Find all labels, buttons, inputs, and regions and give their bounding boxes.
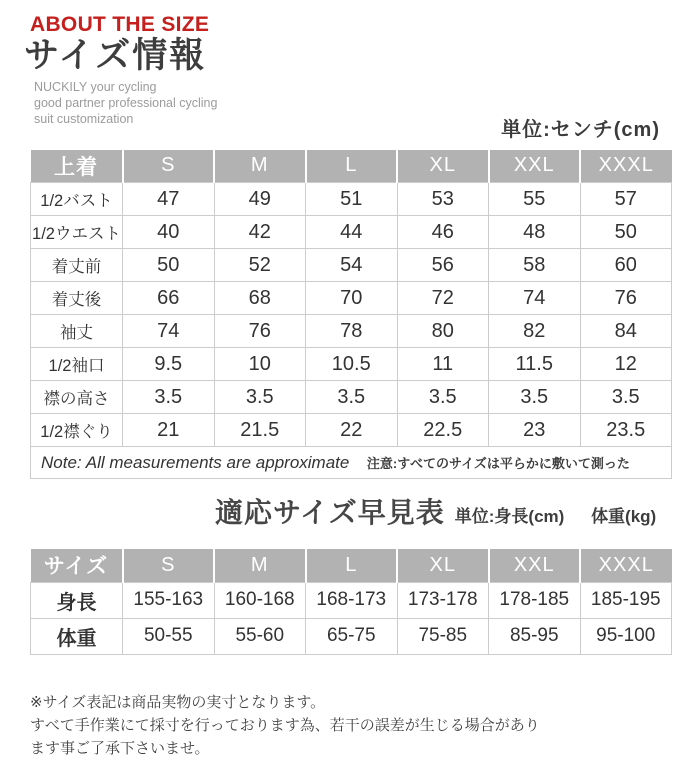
value-cell: 185-195: [580, 582, 672, 618]
value-cell: 55: [489, 183, 581, 216]
value-cell: 3.5: [123, 381, 215, 414]
value-cell: 178-185: [489, 582, 581, 618]
value-cell: 74: [123, 315, 215, 348]
value-cell: 155-163: [123, 582, 215, 618]
subtitle-line: suit customization: [34, 112, 134, 127]
column-header: XXL: [489, 150, 581, 183]
corner-header: 上着: [31, 150, 123, 183]
column-header: L: [306, 150, 398, 183]
page-header: [0, 0, 700, 128]
table-row: [31, 618, 672, 654]
value-cell: 160-168: [214, 582, 306, 618]
column-header: M: [214, 549, 306, 582]
subtitle-line: good partner professional cycling: [34, 96, 218, 111]
value-cell: 65-75: [306, 618, 398, 654]
disclaimer-line: ※サイズ表記は商品実物の実寸となります。: [30, 693, 326, 711]
row-label: 体重: [31, 618, 123, 654]
column-header: XXL: [489, 549, 581, 582]
value-cell: 75-85: [397, 618, 489, 654]
subtitle-line: NUCKILY your cycling: [34, 79, 157, 94]
unit-label-height: 単位:身長(cm): [454, 507, 565, 527]
value-cell: 11: [397, 348, 489, 381]
row-label: 1/2袖口: [31, 348, 123, 381]
row-label: 1/2バスト: [31, 183, 123, 216]
size-spec-table: [30, 150, 672, 480]
value-cell: 42: [214, 216, 306, 249]
disclaimer-text: [30, 691, 700, 761]
value-cell: 56: [397, 249, 489, 282]
value-cell: 84: [580, 315, 672, 348]
size-table-footer: [31, 447, 672, 479]
value-cell: 22.5: [397, 414, 489, 447]
column-header: M: [214, 150, 306, 183]
size-table-body: [31, 183, 672, 447]
value-cell: 51: [306, 183, 398, 216]
corner-header: サイズ: [31, 549, 123, 582]
row-label: 着丈前: [31, 249, 123, 282]
value-cell: 52: [214, 249, 306, 282]
fit-table-header: [31, 549, 672, 582]
value-cell: 70: [306, 282, 398, 315]
table-row: [31, 582, 672, 618]
value-cell: 3.5: [306, 381, 398, 414]
header-row: [31, 549, 672, 582]
value-cell: 11.5: [489, 348, 581, 381]
note-english: Note: All measurements are approximate: [41, 453, 350, 473]
value-cell: 12: [580, 348, 672, 381]
value-cell: 55-60: [214, 618, 306, 654]
title-english: ABOUT THE SIZE: [30, 13, 210, 36]
value-cell: 82: [489, 315, 581, 348]
value-cell: 76: [580, 282, 672, 315]
value-cell: 66: [123, 282, 215, 315]
disclaimer-line: すべて手作業にて採寸を行っております為、若干の誤差が生じる場合があり: [30, 716, 540, 734]
table-row: [31, 348, 672, 381]
size-table-header: [31, 150, 672, 183]
column-header: S: [123, 549, 215, 582]
value-cell: 168-173: [306, 582, 398, 618]
value-cell: 58: [489, 249, 581, 282]
value-cell: 50: [123, 249, 215, 282]
value-cell: 22: [306, 414, 398, 447]
measurement-note: [31, 447, 672, 479]
row-label: 1/2ウエスト: [31, 216, 123, 249]
value-cell: 21.5: [214, 414, 306, 447]
value-cell: 3.5: [214, 381, 306, 414]
note-japanese: 注意:すべてのサイズは平らかに敷いて測った: [366, 456, 630, 472]
value-cell: 40: [123, 216, 215, 249]
value-cell: 76: [214, 315, 306, 348]
table-row: [31, 315, 672, 348]
fit-unit-labels: [455, 502, 656, 527]
column-header: XL: [397, 549, 489, 582]
value-cell: 95-100: [580, 618, 672, 654]
value-cell: 44: [306, 216, 398, 249]
value-cell: 72: [397, 282, 489, 315]
value-cell: 74: [489, 282, 581, 315]
value-cell: 49: [214, 183, 306, 216]
value-cell: 57: [580, 183, 672, 216]
column-header: XL: [397, 150, 489, 183]
column-header: L: [306, 549, 398, 582]
table-row: [31, 381, 672, 414]
row-label: 身長: [31, 582, 123, 618]
value-cell: 10.5: [306, 348, 398, 381]
fit-table-body: [31, 582, 672, 654]
page-title: サイズ情報: [24, 36, 207, 76]
value-cell: 78: [306, 315, 398, 348]
note-row: [31, 447, 672, 479]
value-cell: 23.5: [580, 414, 672, 447]
value-cell: 9.5: [123, 348, 215, 381]
disclaimer-line: ます事ご了承下さいませ。: [30, 740, 210, 758]
column-header: XXXL: [580, 150, 672, 183]
value-cell: 48: [489, 216, 581, 249]
row-label: 1/2襟ぐり: [31, 414, 123, 447]
column-header: S: [123, 150, 215, 183]
value-cell: 10: [214, 348, 306, 381]
value-cell: 53: [397, 183, 489, 216]
value-cell: 21: [123, 414, 215, 447]
table-row: [31, 414, 672, 447]
value-cell: 3.5: [580, 381, 672, 414]
table-row: [31, 249, 672, 282]
column-header: XXXL: [580, 549, 672, 582]
value-cell: 173-178: [397, 582, 489, 618]
row-label: 着丈後: [31, 282, 123, 315]
value-cell: 3.5: [489, 381, 581, 414]
unit-label-cm: 単位:センチ(cm): [501, 119, 660, 141]
value-cell: 46: [397, 216, 489, 249]
value-cell: 60: [580, 249, 672, 282]
header-row: [31, 150, 672, 183]
value-cell: 85-95: [489, 618, 581, 654]
fit-table-title: 適応サイズ早見表: [215, 497, 445, 529]
value-cell: 50-55: [123, 618, 215, 654]
value-cell: 50: [580, 216, 672, 249]
value-cell: 3.5: [397, 381, 489, 414]
unit-label-weight: 体重(kg): [591, 507, 657, 527]
value-cell: 23: [489, 414, 581, 447]
value-cell: 54: [306, 249, 398, 282]
value-cell: 47: [123, 183, 215, 216]
table-row: [31, 183, 672, 216]
row-label: 襟の高さ: [31, 381, 123, 414]
row-label: 袖丈: [31, 315, 123, 348]
fit-section-heading: [30, 491, 700, 531]
table-row: [31, 216, 672, 249]
value-cell: 80: [397, 315, 489, 348]
value-cell: 68: [214, 282, 306, 315]
fit-size-table: [30, 549, 672, 655]
table-row: [31, 282, 672, 315]
